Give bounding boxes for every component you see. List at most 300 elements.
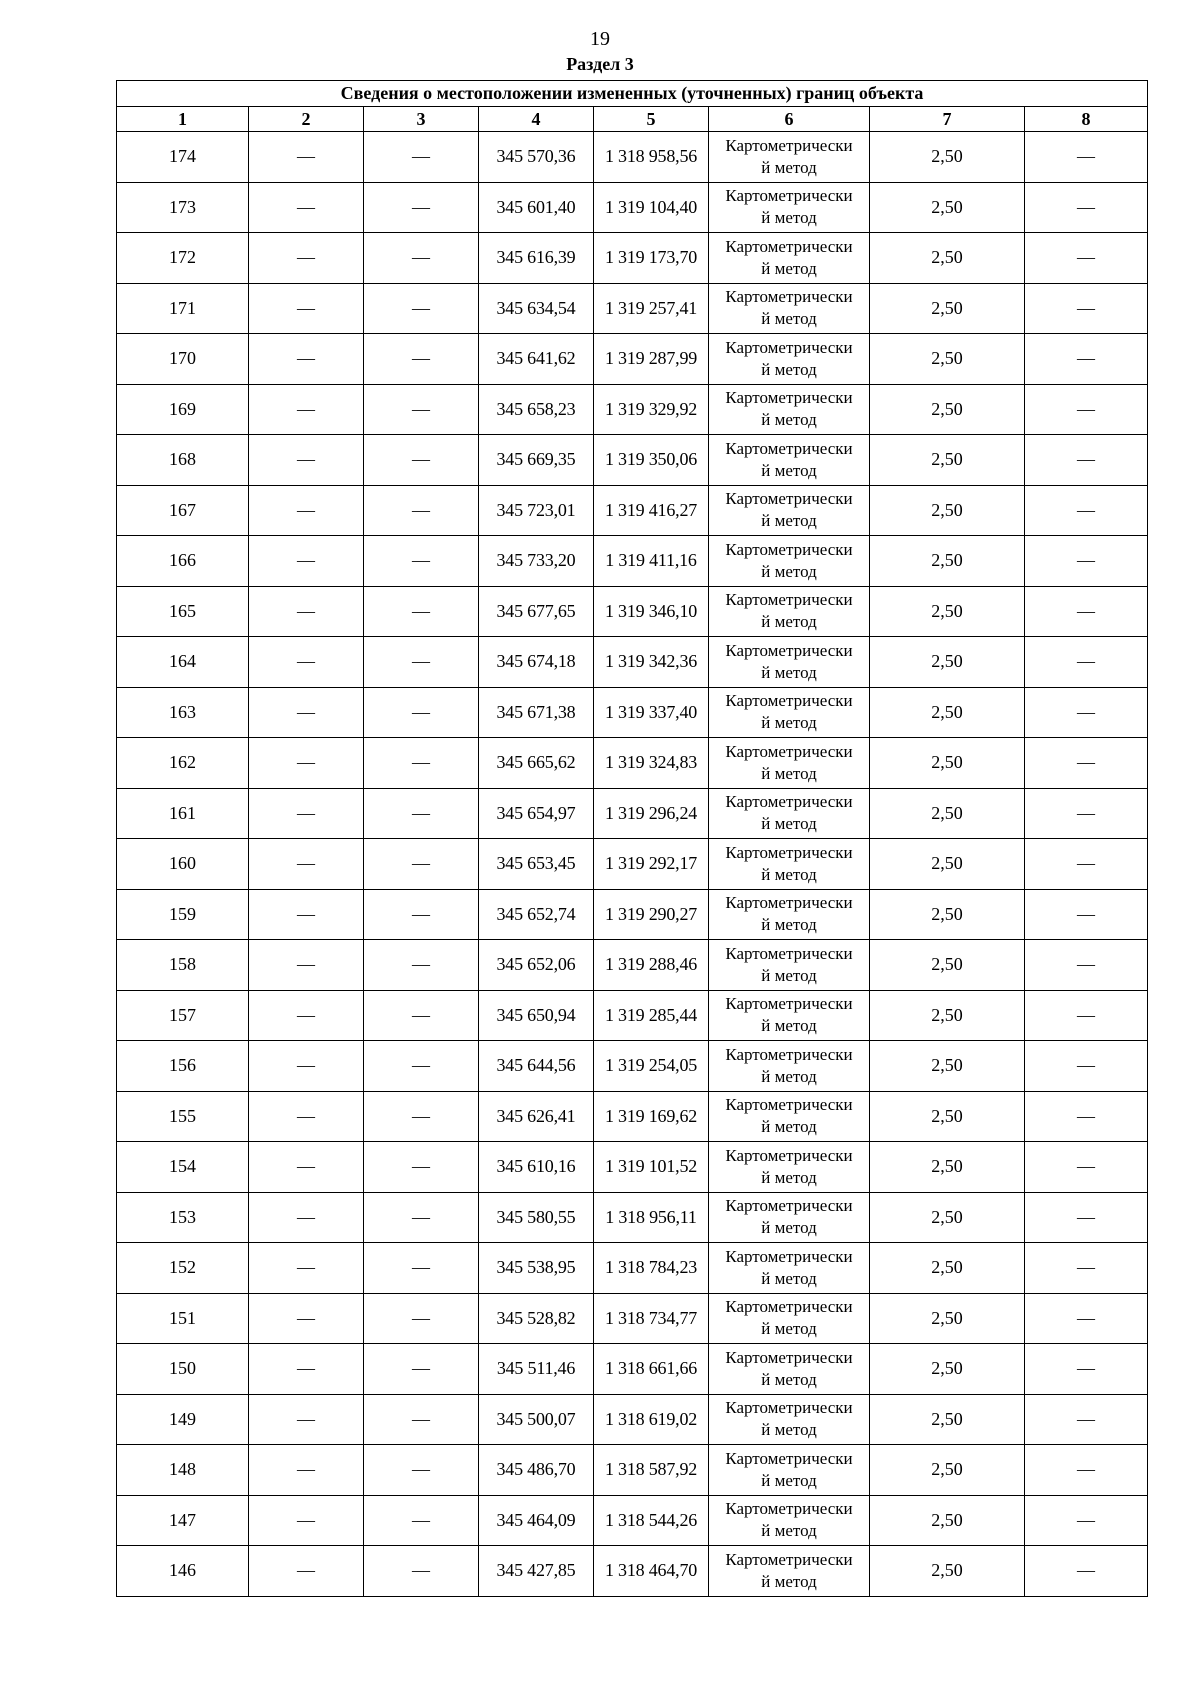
accuracy-cell: 2,50 [870, 384, 1025, 435]
dash-cell: — [364, 283, 479, 334]
method-line-1: Картометрически [725, 1549, 853, 1569]
point-number-cell: 160 [117, 839, 249, 890]
coordinate-x-cell: 345 652,06 [479, 940, 594, 991]
method-line-1: Картометрически [725, 1095, 853, 1115]
coordinate-x-cell: 345 500,07 [479, 1394, 594, 1445]
point-number-cell: 150 [117, 1344, 249, 1395]
dash-cell: — [1025, 1445, 1148, 1496]
point-number-cell: 158 [117, 940, 249, 991]
method-line-2: й метод [761, 359, 817, 379]
dash-cell: — [249, 687, 364, 738]
method-line-1: Картометрически [725, 438, 853, 458]
method-line-2: й метод [761, 1420, 817, 1440]
coordinate-x-cell: 345 674,18 [479, 637, 594, 688]
accuracy-cell: 2,50 [870, 536, 1025, 587]
table-row [117, 586, 1148, 637]
accuracy-cell: 2,50 [870, 1243, 1025, 1294]
point-number-cell: 152 [117, 1243, 249, 1294]
method-line-1: Картометрически [725, 1297, 853, 1317]
coordinate-x-cell: 345 601,40 [479, 182, 594, 233]
dash-cell: — [249, 1495, 364, 1546]
accuracy-cell: 2,50 [870, 283, 1025, 334]
accuracy-cell: 2,50 [870, 182, 1025, 233]
table-row [117, 940, 1148, 991]
table-row [117, 889, 1148, 940]
table-row [117, 132, 1148, 183]
method-line-1: Картометрически [725, 590, 853, 610]
dash-cell: — [364, 1091, 479, 1142]
table-row [117, 1445, 1148, 1496]
dash-cell: — [1025, 990, 1148, 1041]
dash-cell: — [1025, 1091, 1148, 1142]
coordinate-y-cell: 1 319 350,06 [594, 435, 709, 486]
method-cell [709, 889, 870, 940]
table-row [117, 839, 1148, 890]
method-line-2: й метод [761, 814, 817, 834]
method-cell [709, 687, 870, 738]
dash-cell: — [364, 182, 479, 233]
dash-cell: — [364, 1445, 479, 1496]
point-number-cell: 163 [117, 687, 249, 738]
coordinate-y-cell: 1 319 411,16 [594, 536, 709, 587]
table-row [117, 1142, 1148, 1193]
coordinate-x-cell: 345 464,09 [479, 1495, 594, 1546]
accuracy-cell: 2,50 [870, 132, 1025, 183]
method-line-1: Картометрически [725, 640, 853, 660]
dash-cell: — [249, 738, 364, 789]
coordinate-x-cell: 345 644,56 [479, 1041, 594, 1092]
method-line-2: й метод [761, 915, 817, 935]
table-row [117, 738, 1148, 789]
method-cell [709, 738, 870, 789]
dash-cell: — [1025, 586, 1148, 637]
table-row [117, 1091, 1148, 1142]
coordinate-y-cell: 1 319 346,10 [594, 586, 709, 637]
method-line-2: й метод [761, 1066, 817, 1086]
point-number-cell: 173 [117, 182, 249, 233]
dash-cell: — [1025, 182, 1148, 233]
dash-cell: — [249, 1445, 364, 1496]
method-cell [709, 940, 870, 991]
point-number-cell: 170 [117, 334, 249, 385]
table-row [117, 536, 1148, 587]
dash-cell: — [1025, 1546, 1148, 1597]
accuracy-cell: 2,50 [870, 1546, 1025, 1597]
dash-cell: — [249, 990, 364, 1041]
method-line-1: Картометрически [725, 1044, 853, 1064]
method-line-1: Картометрически [725, 539, 853, 559]
column-numbers-row [117, 107, 1148, 132]
coordinate-y-cell: 1 319 337,40 [594, 687, 709, 738]
coordinate-y-cell: 1 318 619,02 [594, 1394, 709, 1445]
dash-cell: — [1025, 738, 1148, 789]
method-line-2: й метод [761, 1016, 817, 1036]
dash-cell: — [1025, 1495, 1148, 1546]
table-row [117, 1546, 1148, 1597]
method-line-1: Картометрически [725, 186, 853, 206]
method-line-2: й метод [761, 561, 817, 581]
method-line-2: й метод [761, 1268, 817, 1288]
dash-cell: — [1025, 788, 1148, 839]
method-cell [709, 1243, 870, 1294]
dash-cell: — [1025, 536, 1148, 587]
coordinate-x-cell: 345 570,36 [479, 132, 594, 183]
method-cell [709, 788, 870, 839]
section-title: Раздел 3 [566, 54, 634, 74]
dash-cell: — [1025, 1344, 1148, 1395]
dash-cell: — [364, 1394, 479, 1445]
dash-cell: — [1025, 132, 1148, 183]
method-cell [709, 485, 870, 536]
dash-cell: — [364, 1546, 479, 1597]
method-cell [709, 1445, 870, 1496]
dash-cell: — [1025, 1394, 1148, 1445]
coordinate-y-cell: 1 318 958,56 [594, 132, 709, 183]
coordinate-y-cell: 1 318 734,77 [594, 1293, 709, 1344]
coordinate-x-cell: 345 652,74 [479, 889, 594, 940]
dash-cell: — [249, 536, 364, 587]
coordinate-y-cell: 1 319 254,05 [594, 1041, 709, 1092]
table-row [117, 1041, 1148, 1092]
dash-cell: — [1025, 1293, 1148, 1344]
dash-cell: — [249, 1344, 364, 1395]
coordinate-y-cell: 1 319 288,46 [594, 940, 709, 991]
dash-cell: — [1025, 889, 1148, 940]
method-line-1: Картометрически [725, 1398, 853, 1418]
method-cell [709, 839, 870, 890]
method-line-1: Картометрически [725, 1145, 853, 1165]
method-line-1: Картометрически [725, 489, 853, 509]
table-body [117, 132, 1148, 1597]
coordinate-y-cell: 1 319 287,99 [594, 334, 709, 385]
method-line-2: й метод [761, 1117, 817, 1137]
accuracy-cell: 2,50 [870, 1091, 1025, 1142]
dash-cell: — [364, 839, 479, 890]
dash-cell: — [364, 384, 479, 435]
point-number-cell: 167 [117, 485, 249, 536]
dash-cell: — [364, 687, 479, 738]
column-number: 2 [249, 107, 364, 132]
method-line-2: й метод [761, 511, 817, 531]
page-number: 19 [590, 28, 610, 50]
table-row [117, 1192, 1148, 1243]
point-number-cell: 168 [117, 435, 249, 486]
method-line-1: Картометрически [725, 388, 853, 408]
dash-cell: — [364, 1243, 479, 1294]
accuracy-cell: 2,50 [870, 990, 1025, 1041]
dash-cell: — [249, 435, 364, 486]
method-line-1: Картометрически [725, 1499, 853, 1519]
method-line-1: Картометрически [725, 135, 853, 155]
method-line-1: Картометрически [725, 792, 853, 812]
dash-cell: — [364, 435, 479, 486]
method-cell [709, 990, 870, 1041]
dash-cell: — [364, 1041, 479, 1092]
accuracy-cell: 2,50 [870, 1293, 1025, 1344]
point-number-cell: 159 [117, 889, 249, 940]
dash-cell: — [249, 132, 364, 183]
table-row [117, 1344, 1148, 1395]
coordinate-y-cell: 1 319 416,27 [594, 485, 709, 536]
method-cell [709, 1091, 870, 1142]
point-number-cell: 154 [117, 1142, 249, 1193]
column-number: 4 [479, 107, 594, 132]
dash-cell: — [249, 889, 364, 940]
coordinate-x-cell: 345 528,82 [479, 1293, 594, 1344]
method-line-2: й метод [761, 864, 817, 884]
coordinate-x-cell: 345 486,70 [479, 1445, 594, 1496]
coordinate-x-cell: 345 669,35 [479, 435, 594, 486]
dash-cell: — [249, 1243, 364, 1294]
point-number-cell: 169 [117, 384, 249, 435]
coordinate-x-cell: 345 677,65 [479, 586, 594, 637]
accuracy-cell: 2,50 [870, 233, 1025, 284]
accuracy-cell: 2,50 [870, 1041, 1025, 1092]
accuracy-cell: 2,50 [870, 1344, 1025, 1395]
dash-cell: — [1025, 1192, 1148, 1243]
table-row [117, 990, 1148, 1041]
method-cell [709, 1142, 870, 1193]
coordinate-x-cell: 345 665,62 [479, 738, 594, 789]
accuracy-cell: 2,50 [870, 889, 1025, 940]
method-cell [709, 1344, 870, 1395]
dash-cell: — [249, 1142, 364, 1193]
accuracy-cell: 2,50 [870, 738, 1025, 789]
coordinate-x-cell: 345 634,54 [479, 283, 594, 334]
method-line-2: й метод [761, 662, 817, 682]
point-number-cell: 151 [117, 1293, 249, 1344]
accuracy-cell: 2,50 [870, 637, 1025, 688]
accuracy-cell: 2,50 [870, 1495, 1025, 1546]
method-line-1: Картометрически [725, 236, 853, 256]
dash-cell: — [249, 1091, 364, 1142]
coordinate-y-cell: 1 319 329,92 [594, 384, 709, 435]
method-line-2: й метод [761, 1167, 817, 1187]
dash-cell: — [249, 384, 364, 435]
accuracy-cell: 2,50 [870, 940, 1025, 991]
coordinate-x-cell: 345 538,95 [479, 1243, 594, 1294]
method-line-2: й метод [761, 1369, 817, 1389]
method-cell [709, 384, 870, 435]
coordinate-y-cell: 1 319 324,83 [594, 738, 709, 789]
dash-cell: — [1025, 233, 1148, 284]
method-cell [709, 536, 870, 587]
method-cell [709, 233, 870, 284]
dash-cell: — [364, 1495, 479, 1546]
coordinate-y-cell: 1 319 101,52 [594, 1142, 709, 1193]
coordinate-y-cell: 1 319 296,24 [594, 788, 709, 839]
dash-cell: — [249, 788, 364, 839]
dash-cell: — [249, 637, 364, 688]
dash-cell: — [364, 1142, 479, 1193]
dash-cell: — [364, 334, 479, 385]
coordinate-x-cell: 345 610,16 [479, 1142, 594, 1193]
coordinate-x-cell: 345 654,97 [479, 788, 594, 839]
accuracy-cell: 2,50 [870, 1394, 1025, 1445]
dash-cell: — [364, 889, 479, 940]
method-line-1: Картометрически [725, 994, 853, 1014]
column-number: 6 [709, 107, 870, 132]
dash-cell: — [1025, 334, 1148, 385]
coordinate-x-cell: 345 733,20 [479, 536, 594, 587]
method-cell [709, 283, 870, 334]
method-line-2: й метод [761, 1470, 817, 1490]
method-cell [709, 1394, 870, 1445]
dash-cell: — [249, 1192, 364, 1243]
dash-cell: — [364, 990, 479, 1041]
point-number-cell: 172 [117, 233, 249, 284]
dash-cell: — [364, 1293, 479, 1344]
method-line-2: й метод [761, 258, 817, 278]
accuracy-cell: 2,50 [870, 485, 1025, 536]
table-row [117, 233, 1148, 284]
method-cell [709, 435, 870, 486]
dash-cell: — [1025, 839, 1148, 890]
coordinate-x-cell: 345 580,55 [479, 1192, 594, 1243]
method-cell [709, 132, 870, 183]
method-cell [709, 334, 870, 385]
method-cell [709, 637, 870, 688]
coordinate-x-cell: 345 511,46 [479, 1344, 594, 1395]
dash-cell: — [249, 940, 364, 991]
dash-cell: — [1025, 485, 1148, 536]
coordinate-x-cell: 345 671,38 [479, 687, 594, 738]
dash-cell: — [364, 637, 479, 688]
coordinate-x-cell: 345 641,62 [479, 334, 594, 385]
point-number-cell: 171 [117, 283, 249, 334]
point-number-cell: 148 [117, 1445, 249, 1496]
dash-cell: — [1025, 637, 1148, 688]
accuracy-cell: 2,50 [870, 435, 1025, 486]
coordinate-y-cell: 1 319 173,70 [594, 233, 709, 284]
coordinate-y-cell: 1 318 587,92 [594, 1445, 709, 1496]
dash-cell: — [249, 233, 364, 284]
coordinate-y-cell: 1 318 661,66 [594, 1344, 709, 1395]
column-number: 7 [870, 107, 1025, 132]
coordinate-y-cell: 1 319 342,36 [594, 637, 709, 688]
table-row [117, 1495, 1148, 1546]
dash-cell: — [1025, 283, 1148, 334]
coordinate-y-cell: 1 319 257,41 [594, 283, 709, 334]
point-number-cell: 164 [117, 637, 249, 688]
dash-cell: — [1025, 1041, 1148, 1092]
method-cell [709, 182, 870, 233]
column-number: 5 [594, 107, 709, 132]
dash-cell: — [249, 1041, 364, 1092]
dash-cell: — [249, 1394, 364, 1445]
dash-cell: — [249, 586, 364, 637]
accuracy-cell: 2,50 [870, 586, 1025, 637]
method-line-2: й метод [761, 410, 817, 430]
method-line-2: й метод [761, 157, 817, 177]
table-row [117, 283, 1148, 334]
table-row [117, 435, 1148, 486]
coordinate-y-cell: 1 318 956,11 [594, 1192, 709, 1243]
dash-cell: — [364, 586, 479, 637]
coordinate-y-cell: 1 319 104,40 [594, 182, 709, 233]
point-number-cell: 157 [117, 990, 249, 1041]
dash-cell: — [364, 536, 479, 587]
accuracy-cell: 2,50 [870, 1142, 1025, 1193]
coordinate-x-cell: 345 650,94 [479, 990, 594, 1041]
dash-cell: — [249, 182, 364, 233]
point-number-cell: 149 [117, 1394, 249, 1445]
coordinate-y-cell: 1 319 169,62 [594, 1091, 709, 1142]
method-line-1: Картометрически [725, 741, 853, 761]
point-number-cell: 153 [117, 1192, 249, 1243]
column-number: 3 [364, 107, 479, 132]
dash-cell: — [364, 485, 479, 536]
point-number-cell: 165 [117, 586, 249, 637]
point-number-cell: 162 [117, 738, 249, 789]
table-row [117, 182, 1148, 233]
point-number-cell: 156 [117, 1041, 249, 1092]
method-cell [709, 1495, 870, 1546]
table-caption: Сведения о местоположении измененных (уточненных) границ объекта [117, 81, 1148, 107]
coordinate-y-cell: 1 319 285,44 [594, 990, 709, 1041]
dash-cell: — [1025, 1243, 1148, 1294]
dash-cell: — [1025, 1142, 1148, 1193]
point-number-cell: 146 [117, 1546, 249, 1597]
coordinate-y-cell: 1 319 292,17 [594, 839, 709, 890]
coordinate-x-cell: 345 653,45 [479, 839, 594, 890]
table-row [117, 1293, 1148, 1344]
method-line-1: Картометрически [725, 1448, 853, 1468]
method-cell [709, 1192, 870, 1243]
table-row [117, 384, 1148, 435]
table-row [117, 1243, 1148, 1294]
method-line-1: Картометрически [725, 691, 853, 711]
coordinate-y-cell: 1 319 290,27 [594, 889, 709, 940]
method-line-2: й метод [761, 208, 817, 228]
method-line-2: й метод [761, 309, 817, 329]
accuracy-cell: 2,50 [870, 334, 1025, 385]
accuracy-cell: 2,50 [870, 1192, 1025, 1243]
method-line-1: Картометрически [725, 1196, 853, 1216]
method-cell [709, 1293, 870, 1344]
table-row [117, 637, 1148, 688]
column-number: 8 [1025, 107, 1148, 132]
method-line-1: Картометрически [725, 287, 853, 307]
method-line-2: й метод [761, 1319, 817, 1339]
table-caption-row [117, 81, 1148, 107]
accuracy-cell: 2,50 [870, 788, 1025, 839]
dash-cell: — [1025, 384, 1148, 435]
point-number-cell: 161 [117, 788, 249, 839]
table-row [117, 485, 1148, 536]
method-line-1: Картометрически [725, 337, 853, 357]
table-row [117, 788, 1148, 839]
coordinate-x-cell: 345 616,39 [479, 233, 594, 284]
dash-cell: — [249, 1293, 364, 1344]
method-cell [709, 1546, 870, 1597]
coordinate-x-cell: 345 658,23 [479, 384, 594, 435]
dash-cell: — [1025, 687, 1148, 738]
method-line-1: Картометрически [725, 1246, 853, 1266]
dash-cell: — [1025, 435, 1148, 486]
coordinate-y-cell: 1 318 784,23 [594, 1243, 709, 1294]
method-cell [709, 1041, 870, 1092]
dash-cell: — [364, 788, 479, 839]
dash-cell: — [364, 132, 479, 183]
coordinate-x-cell: 345 427,85 [479, 1546, 594, 1597]
method-line-1: Картометрически [725, 943, 853, 963]
method-line-2: й метод [761, 1571, 817, 1591]
accuracy-cell: 2,50 [870, 687, 1025, 738]
dash-cell: — [364, 940, 479, 991]
table-row [117, 334, 1148, 385]
method-line-2: й метод [761, 1218, 817, 1238]
